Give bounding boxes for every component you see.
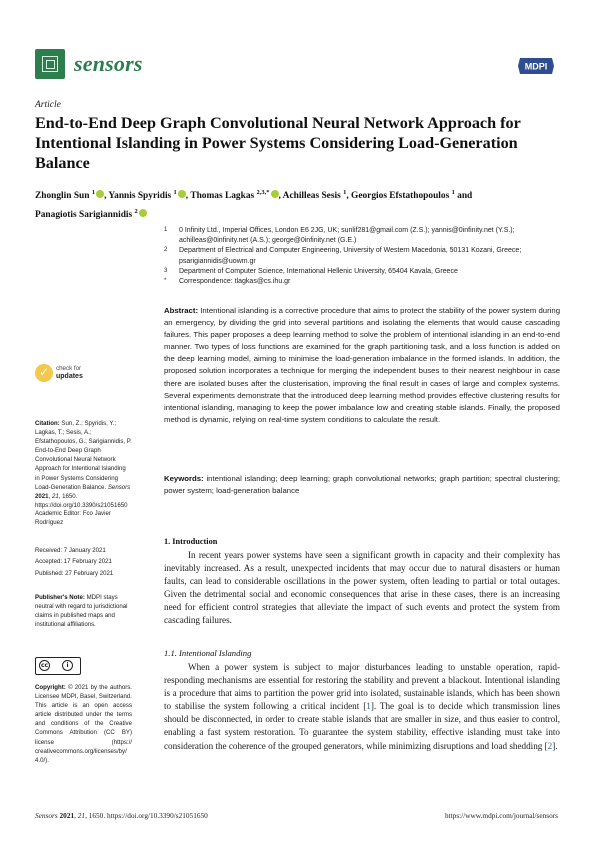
accepted-date: Accepted: 17 February 2021	[35, 558, 112, 566]
islanding-paragraph: When a power system is subject to major disturbances leading to unstable operation, rapid-responding mechanisms are essential for restoring the stability and prevent a blackout. Intentional islanding is a procedure that aims to partition the power grid into isolated, sustainable islands, which has been shown to stabilise the system following a critical incident [1]. The goal is to decide which transmission lines should be disconnected, in order to create stable islands that are smaller in size, and thus easier to control, enabling a fast system restoration. To guarantee the system stability, effective islanding must take into consideration the coherence of the grouped generators, while minimizing disruptions and load shedding [2].	[164, 662, 561, 751]
subsection-heading: 1.1. Intentional Islanding	[164, 648, 252, 658]
orcid-icon[interactable]	[178, 190, 186, 198]
orcid-icon[interactable]	[96, 190, 104, 198]
affiliation-number: 2	[164, 247, 168, 254]
check-updates-icon	[35, 364, 53, 382]
orcid-icon[interactable]	[139, 209, 147, 217]
footer-volume: 21	[77, 811, 86, 820]
cc-icon: cc	[40, 662, 49, 669]
article-type: Article	[35, 100, 61, 110]
affiliation-item	[164, 277, 564, 287]
citation-text: Sun, Z.; Spyridis, Y.; Lagkas, T.; Sesis, A.; Efstathopoulos, G.; Sarigiannidis, P. End-to-End Deep Graph Convolutional Neural Network Approach for Intentional Islanding in Power Systems Considering Load-Generation Balance.	[35, 420, 132, 491]
author-name: Panagiotis Sarigiannidis	[35, 210, 133, 221]
reference-link[interactable]: 2	[547, 740, 553, 751]
author-affiliation-mark: 2,3,*	[256, 189, 270, 196]
citation-doi[interactable]: , 1650. https://doi.org/10.3390/s21051650	[35, 492, 128, 509]
cc-by-license-icon[interactable]	[35, 657, 81, 675]
affiliation-item	[164, 226, 564, 246]
keywords-text: intentional islanding; deep learning; graph convolutional networks; graph partition; spectral clustering; power system; load-generation balance	[164, 474, 560, 495]
journal-name: sensors	[74, 51, 143, 76]
affiliation-number: *	[164, 278, 167, 285]
publisher-note-label: Publisher's Note:	[35, 594, 85, 601]
paper-title: End-to-End Deep Graph Convolutional Neural Network Approach for Intentional Islanding in Power Systems Considering Load-Generation Balance	[35, 114, 521, 172]
intro-paragraph: In recent years power systems have seen a significant growth in capacity and their complexity has inevitably increased. As a result, unexpected incidents that may occur due to natural disasters or human faults, can lead to considerable oscillations in the power system, often leading to partial or total outages. Given the detrimental social and economic consequences that arise in these cases, there is an increasing need for efficient control strategies that alleviate the impact of such events and protect the system from cascading failures.	[164, 550, 560, 626]
footer-doi[interactable]: , 1650. https://doi.org/10.3390/s21051650	[85, 811, 208, 820]
affiliation-text: Department of Computer Science, International Hellenic University, 65404 Kavala, Greece	[179, 267, 458, 275]
check-for-updates-button[interactable]	[35, 362, 125, 388]
attribution-icon: i	[62, 660, 73, 671]
affiliation-text: Department of Electrical and Computer Engineering, University of Western Macedonia, 50131 Kozani, Greece; psarigiannidis@uowm.gr	[179, 247, 522, 265]
citation-journal: Sensors	[107, 483, 131, 491]
section-heading: 1. Introduction	[164, 537, 218, 546]
affiliation-number: 3	[164, 267, 168, 274]
copyright-label: Copyright:	[35, 684, 66, 691]
author-affiliation-mark: 1	[451, 189, 455, 196]
author-affiliation-mark: 1	[343, 189, 347, 196]
footer-journal: Sensors	[35, 811, 58, 820]
author-name: Zhonglin Sun	[35, 191, 90, 202]
affiliation-number: 1	[164, 227, 168, 233]
abstract-label: Abstract:	[164, 306, 199, 315]
author-list: Zhonglin Sun $^1$ , Yannis Spyridis $^1$ , Thomas Lagkas $^{2,3,*}$ , Achilleas Sesis $^1$, Georgios Efstathopoulos $^1$ and Panagiotis Sarigiannidis $^2$	[35, 189, 473, 221]
keywords	[164, 473, 560, 497]
footer-citation: Sensors 2021, 21, 1650. https://doi.org/10.3390/s21051650	[35, 811, 208, 820]
footer-journal-url[interactable]: https://www.mdpi.com/journal/sensors	[444, 811, 558, 820]
published-date: Published: 27 February 2021	[35, 569, 114, 577]
affiliation-item	[164, 267, 564, 277]
orcid-icon[interactable]	[271, 190, 279, 198]
publisher-note-text: MDPI stays neutral with regard to jurisdictional claims in published maps and institutional affiliations.	[35, 594, 128, 629]
dates-block	[35, 545, 145, 579]
journal-logo-icon	[35, 49, 65, 79]
citation-block: Citation: Sun, Z.; Spyridis, Y.; Lagkas, T.; Sesis, A.; Efstathopoulos, G.; Sarigiannidis, P. End-to-End Deep Graph Convolutional Neural Network Approach for Intentional Islanding in Power Systems Considering Load-Generation Balance. Sensors 2021, 21, 1650. https://doi.org/10.3390/s21051650	[35, 420, 132, 509]
author-affiliation-mark: 1	[91, 189, 96, 196]
abstract-text: Intentional islanding is a corrective procedure that aims to protect the stability of the power system during an emergency, by dividing the grid into several partitions and isolating the elements that would cause cascading failures. This paper proposes a deep learning method to solve the problem of intentional islanding in an end-to-end manner. Two types of loss functions are examined for the graph partitioning task, and a loss function is added on the deep learning model, aiming to minimise the load-generation imbalance in the formed islands. In addition, the proposed solution incorporates a technique for merging the independent buses to their nearest neighbour in case there are isolated buses after the clusterisation, improving the final result in cases of large and complex systems. Several experiments demonstrate that the introduced deep learning method provides effective clustering results for intentional islanding, managing to keep the power imbalance low and creating stable islands. Finally, the proposed method is dynamic, relying on real-time system conditions to calculate the result.	[164, 306, 561, 424]
author-affiliation-mark: 1	[173, 189, 177, 196]
check-updates-top: check for	[56, 365, 82, 372]
abstract	[164, 305, 560, 426]
reference-link[interactable]: 1	[366, 701, 371, 712]
received-date: Received: 7 January 2021	[35, 547, 106, 554]
copyright-text: © 2021 by the authors. Licensee MDPI, Basel, Switzerland. This article is an open access article distributed under the terms and conditions of the Creative Commons Attribution (CC BY) license (https:// creativecommons.org/licenses/by/ 4.0/).	[35, 684, 132, 764]
affiliations	[164, 226, 564, 287]
citation-year: 2021	[35, 492, 49, 500]
affiliation-text: Correspondence: tlagkas@cs.ihu.gr	[179, 278, 291, 286]
check-updates-bottom: updates	[56, 372, 83, 380]
author-name: Yannis Spyridis	[108, 191, 172, 202]
author-affiliation-mark: 2	[134, 208, 138, 216]
citation-volume: 21	[51, 492, 59, 500]
author-name: Georgios Efstathopoulos	[351, 191, 450, 202]
copyright-block	[35, 683, 132, 765]
mdpi-logo	[517, 57, 555, 75]
author-name: Thomas Lagkas	[190, 191, 255, 202]
footer-year: 2021	[59, 811, 75, 820]
mdpi-logo-text: MDPI	[524, 61, 548, 72]
citation-label: Citation:	[35, 420, 60, 427]
publisher-note	[35, 593, 132, 629]
keywords-label: Keywords:	[164, 474, 204, 483]
affiliation-item	[164, 246, 564, 266]
author-name: Achilleas Sesis	[282, 191, 341, 202]
affiliation-text: 0 Infinity Ltd., Imperial Offices, London E6 2JG, UK; sunlif281@gmail.com (Z.S.); yannis@0infinity.net (Y.S.); achilleas@0infinity.net (A.S.); george@0infinity.net (G.E.)	[179, 227, 515, 245]
academic-editor: Academic Editor: Fco Javier Rodríguez	[35, 510, 111, 527]
